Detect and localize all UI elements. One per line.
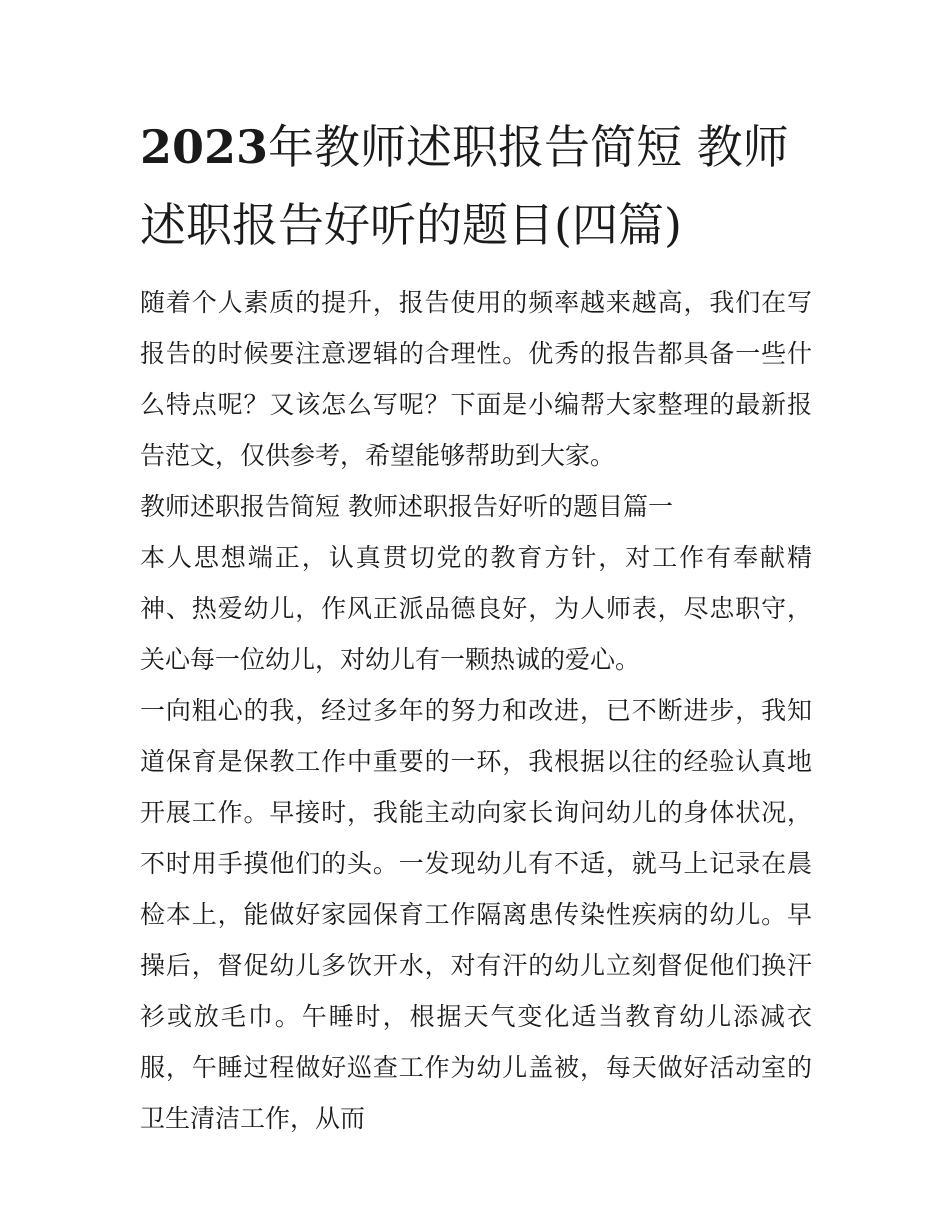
section-heading: 教师述职报告简短 教师述职报告好听的题目篇一	[140, 492, 673, 521]
document-title	[140, 108, 820, 264]
document-body	[140, 277, 812, 1144]
title-text: 年教师述职报告简短 教师述职报告好听的题目(四篇)	[140, 120, 789, 252]
title-year: 2023	[140, 120, 269, 174]
body-paragraph: 本人思想端正，认真贯切党的教育方针，对工作有奉献精神、热爱幼儿，作风正派品德良好，为人师表，尽忠职守，关心每一位幼儿，对幼儿有一颗热诚的爱心。	[140, 543, 812, 674]
intro-paragraph: 随着个人素质的提升，报告使用的频率越来越高，我们在写报告的时候要注意逻辑的合理性。优秀的报告都具备一些什么特点呢？又该怎么写呢？下面是小编帮大家整理的最新报告范文，仅供参考，希望能够帮助到大家。	[140, 288, 812, 470]
body-paragraph: 一向粗心的我，经过多年的努力和改进，已不断进步，我知道保育是保教工作中重要的一环，我根据以往的经验认真地开展工作。早接时，我能主动向家长询问幼儿的身体状况，不时用手摸他们的头。一发现幼儿有不适，就马上记录在晨检本上，能做好家园保育工作隔离患传染性疾病的幼儿。早操后，督促幼儿多饮开水，对有汗的幼儿立刻督促他们换汗衫或放毛巾。午睡时，根据天气变化适当教育幼儿添减衣服，午睡过程做好巡查工作为幼儿盖被，每天做好活动室的卫生清洁工作，从而	[140, 696, 812, 1133]
